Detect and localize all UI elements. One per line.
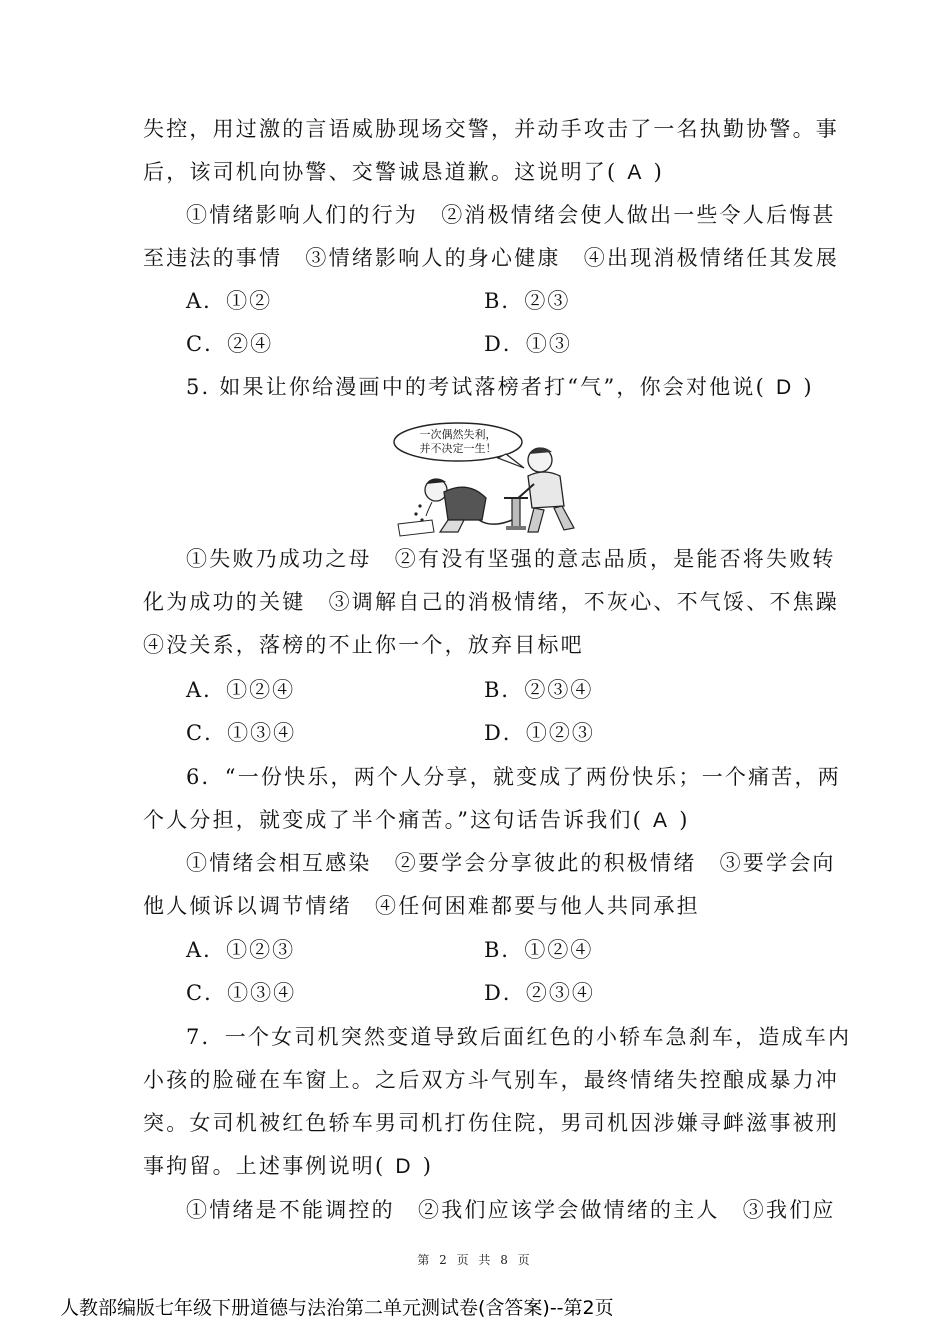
page-number: 第 2 页 共 8 页	[417, 1253, 533, 1267]
text-line	[143, 1153, 433, 1180]
answer-letter: A	[653, 809, 670, 832]
text-line	[143, 159, 664, 186]
statement-line: 化为成功的关键 ③调解自己的消极情绪，不灰心、不气馁、不焦躁	[143, 590, 839, 614]
bubble-text-2: 并不决定一生！	[419, 442, 497, 455]
statement-line: ①情绪会相互感染 ②要学会分享彼此的积极情绪 ③要学会向	[186, 851, 836, 875]
statement-line: ①情绪是不能调控的 ②我们应该学会做情绪的主人 ③我们应	[186, 1198, 836, 1222]
bracket: )	[803, 375, 814, 399]
question-6-stem: 6．“一份快乐，两个人分享，就变成了两份快乐；一个痛苦，两	[186, 765, 841, 789]
answer-letter: D	[395, 1155, 413, 1178]
bubble-text-1: 一次偶然失利，	[419, 428, 497, 441]
text-line	[143, 807, 690, 834]
option-c: C．②④	[186, 332, 274, 356]
question-5-stem	[186, 374, 814, 401]
option-b: B．②③	[484, 289, 571, 313]
document-footer: 人教部编版七年级下册道德与法治第二单元测试卷(含答案)--第2页	[60, 1297, 614, 1319]
question-7-stem: 7．一个女司机突然变道导致后面红色的小轿车急刹车，造成车内	[186, 1025, 852, 1049]
statement-line: 他人倾诉以调节情绪 ④任何困难都要与他人共同承担	[143, 894, 700, 918]
option-a: A．①②④	[186, 678, 296, 702]
statement-line: ①情绪影响人们的行为 ②消极情绪会使人做出一些令人后悔甚	[186, 203, 836, 227]
option-d: D．①②③	[484, 721, 595, 745]
text-line: 失控，用过激的言语威胁现场交警，并动手攻击了一名执勤协警。事	[143, 117, 839, 141]
bracket: )	[679, 808, 690, 832]
answer-letter: D	[775, 376, 794, 399]
bracket: )	[653, 160, 665, 184]
text-line: 突。女司机被红色轿车男司机打伤住院，男司机因涉嫌寻衅滋事被刑	[143, 1111, 839, 1135]
option-d: D．②③④	[484, 981, 595, 1005]
statement-line: 至违法的事情 ③情绪影响人的身心健康 ④出现消极情绪任其发展	[143, 246, 839, 270]
option-a: A．①②	[186, 289, 273, 313]
cartoon-illustration	[388, 420, 596, 538]
text-line: 小孩的脸碰在车窗上。之后双方斗气别车，最终情绪失控酿成暴力冲	[143, 1068, 839, 1092]
option-d: D．①③	[484, 332, 572, 356]
option-a: A．①②③	[186, 938, 296, 962]
question-stem: 个人分担，就变成了半个痛苦。”这句话告诉我们(	[143, 808, 644, 832]
option-c: C．①③④	[186, 721, 297, 745]
bracket: )	[422, 1154, 434, 1178]
question-stem: 事拘留。上述事例说明(	[143, 1154, 386, 1178]
answer-letter: A	[627, 161, 644, 184]
question-stem: 5. 如果让你给漫画中的考试落榜者打“气”，你会对他说(	[186, 375, 766, 399]
statement-line: ①失败乃成功之母 ②有没有坚强的意志品质，是能否将失败转	[186, 547, 836, 571]
option-b: B．①②④	[484, 938, 594, 962]
option-c: C．①③④	[186, 981, 297, 1005]
statement-line: ④没关系，落榜的不止你一个，放弃目标吧	[143, 633, 584, 657]
question-stem: 后，该司机向协警、交警诚恳道歉。这说明了(	[143, 160, 618, 184]
option-b: B．②③④	[484, 678, 594, 702]
